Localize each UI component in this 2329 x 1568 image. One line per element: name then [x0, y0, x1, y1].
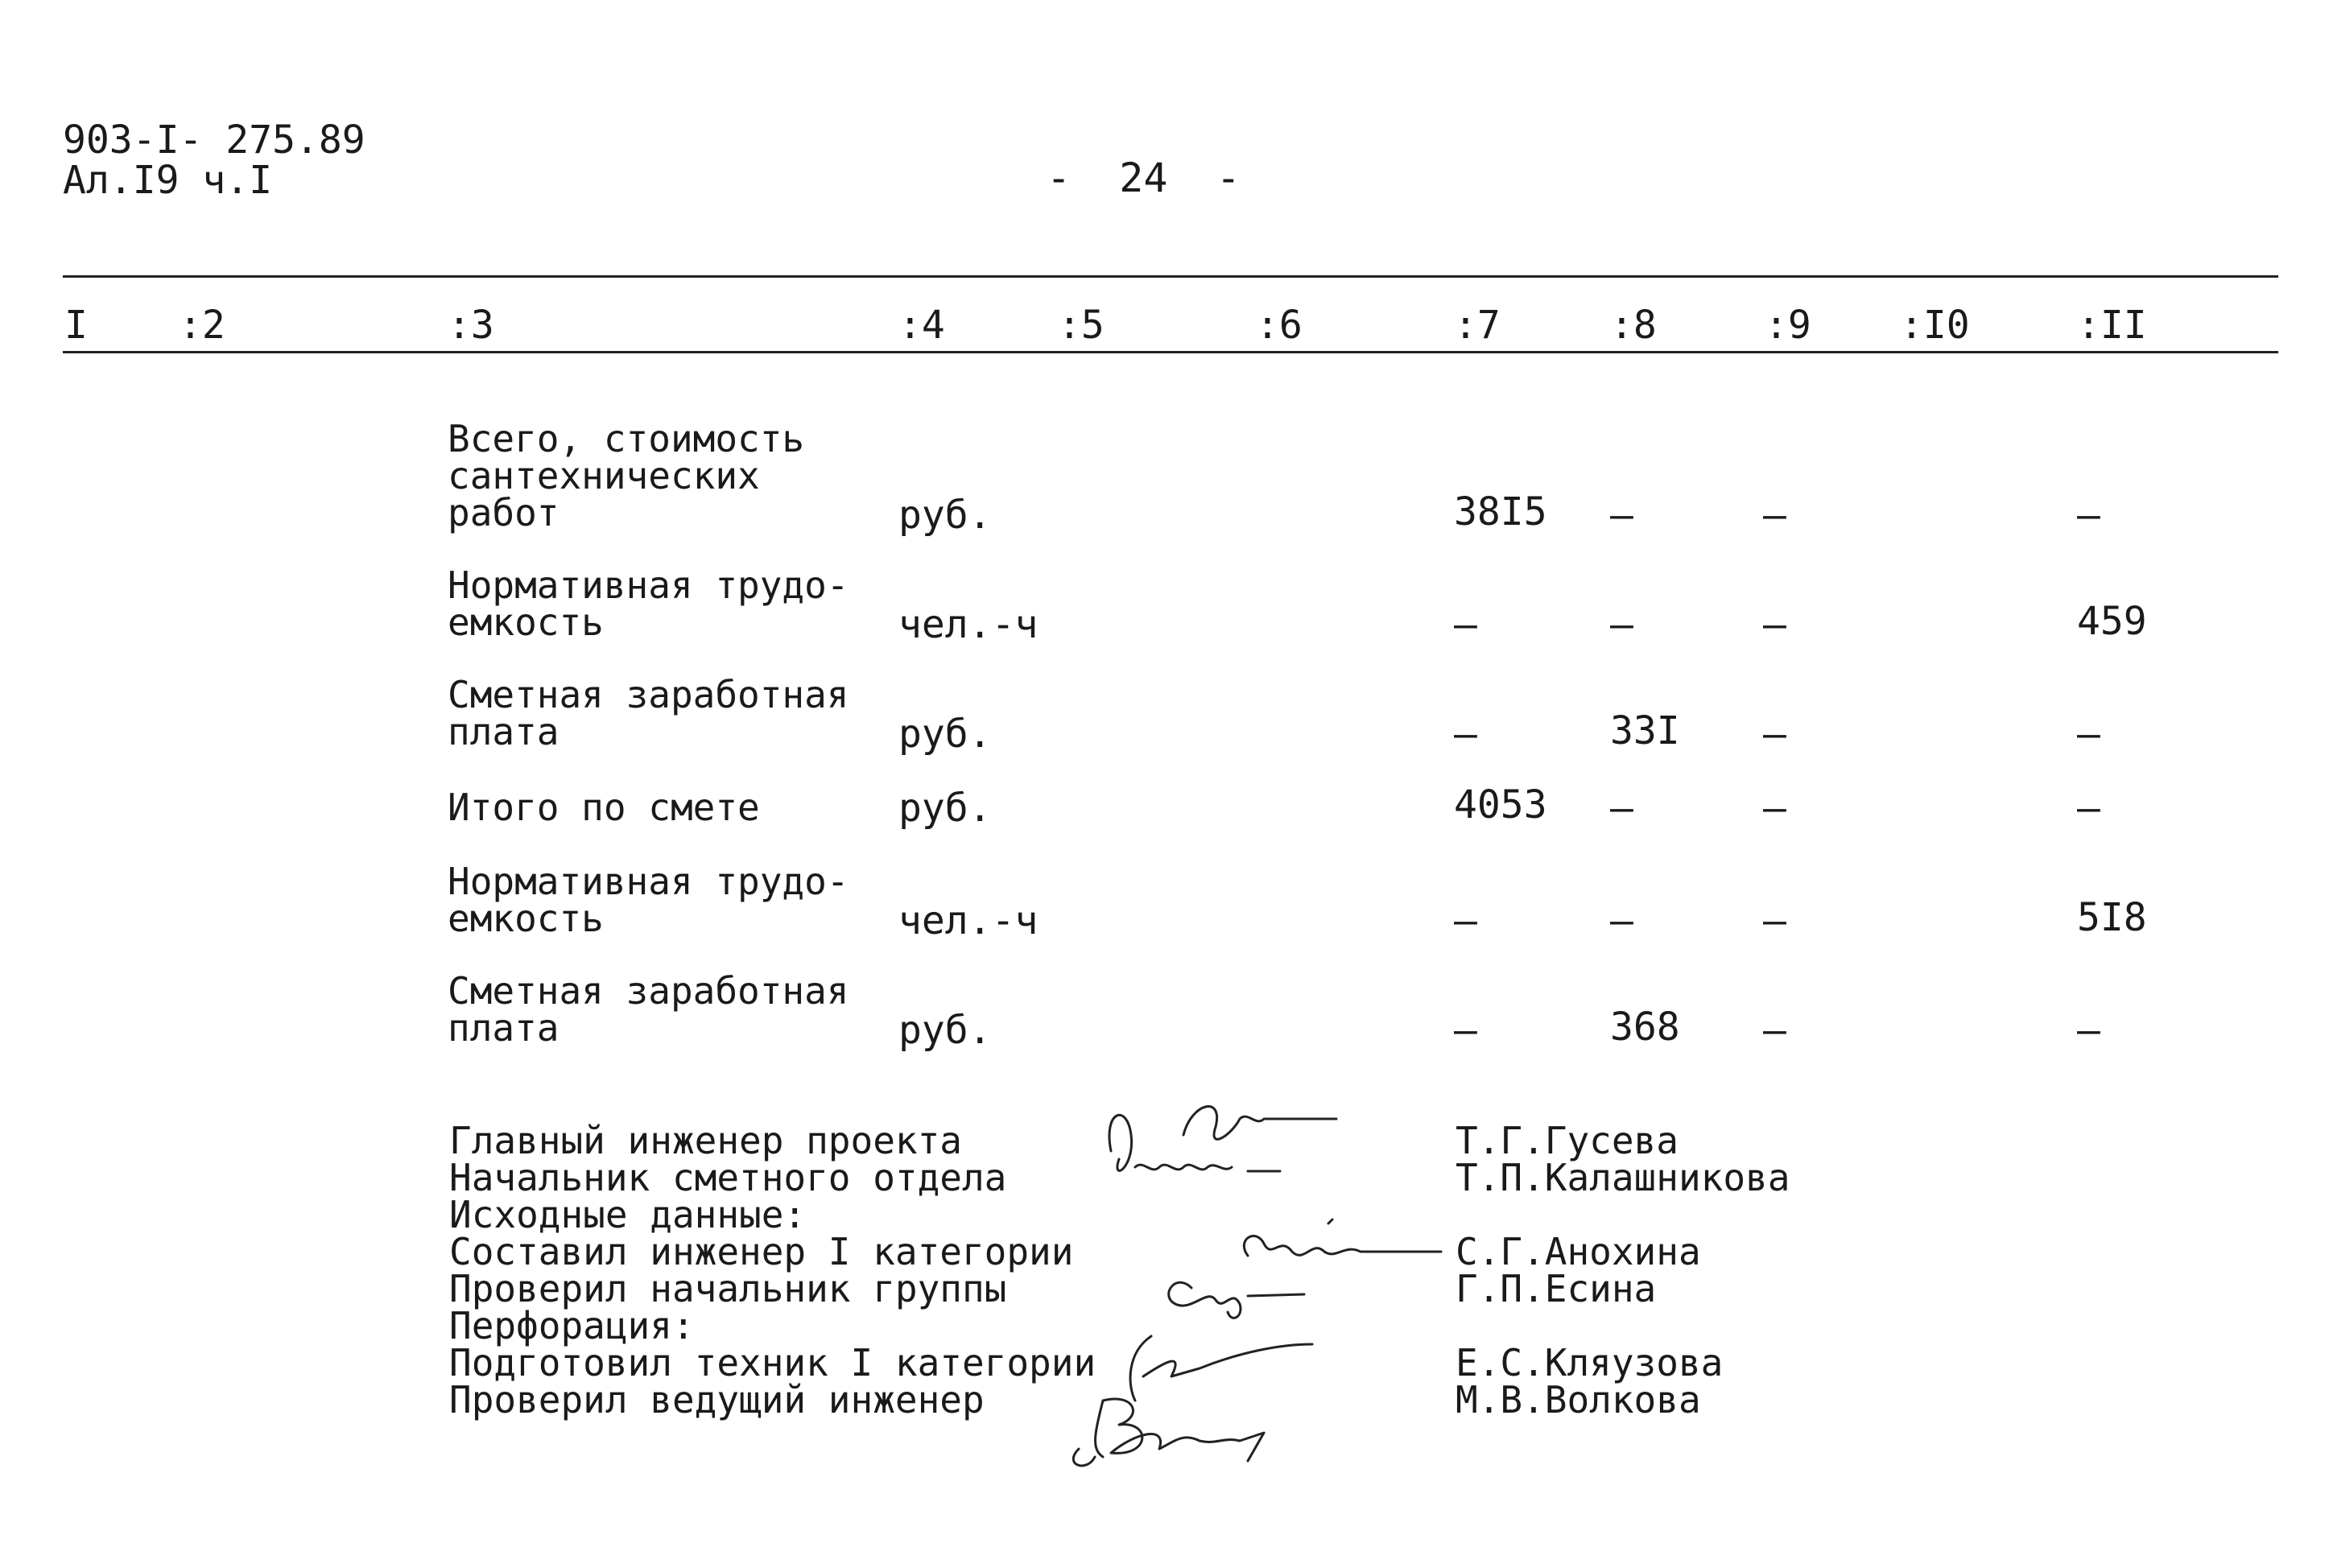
row-unit: руб. — [898, 493, 992, 538]
row-value-col7: – — [1454, 712, 1477, 757]
row-value-col11: – — [2077, 712, 2100, 757]
row-value-col11: – — [2077, 786, 2100, 831]
row-value-col8: – — [1610, 602, 1633, 647]
document-code: 903-I- 275.89 — [63, 118, 365, 163]
row-value-col9: – — [1763, 712, 1786, 757]
row-unit: руб. — [898, 712, 992, 757]
column-header-4: :4 — [898, 303, 945, 348]
signatory-role: Проверил начальник группы — [449, 1267, 1007, 1310]
signatory-name: С.Г.Анохина — [1456, 1230, 1701, 1273]
row-label: Итого по смете — [448, 786, 760, 829]
row-value-col8: 368 — [1610, 1005, 1680, 1050]
row-unit: руб. — [898, 786, 992, 831]
signatory-role: Проверил ведущий инженер — [449, 1378, 985, 1422]
page-number: - 24 - — [1047, 155, 1241, 201]
row-value-col8: – — [1610, 786, 1633, 831]
signatory-role: Главный инженер проекта — [449, 1119, 962, 1162]
row-value-col9: – — [1763, 786, 1786, 831]
row-value-col8: – — [1610, 493, 1633, 538]
row-value-col9: – — [1763, 1008, 1786, 1053]
row-label: Нормативная трудо- емкость — [448, 563, 849, 644]
section-label: Перфорация: — [449, 1304, 695, 1347]
row-unit: чел.-ч — [898, 602, 1039, 647]
row-value-col9: – — [1763, 602, 1786, 647]
column-header-2: :2 — [179, 303, 225, 348]
column-header-1: I — [64, 303, 88, 348]
row-label: Всего, стоимость сантехнических работ — [448, 417, 805, 534]
signatory-role: Составил инженер I категории — [449, 1230, 1074, 1273]
handwritten-signature — [1047, 1320, 1336, 1481]
handwritten-signature — [1095, 1087, 1369, 1199]
signatory-name: Е.С.Кляузова — [1456, 1341, 1724, 1384]
column-header-11: :II — [2077, 303, 2147, 348]
section-label: Исходные данные: — [449, 1193, 807, 1236]
row-unit: чел.-ч — [898, 898, 1039, 943]
row-value-col11: – — [2077, 1008, 2100, 1053]
signatory-role: Начальник сметного отдела — [449, 1156, 1007, 1199]
row-value-col11: – — [2077, 493, 2100, 538]
column-header-8: :8 — [1610, 303, 1657, 348]
row-value-col11: 5I8 — [2077, 895, 2147, 940]
row-value-col7: – — [1454, 1008, 1477, 1053]
column-header-3: :3 — [448, 303, 494, 348]
signatory-name: М.В.Волкова — [1456, 1378, 1701, 1422]
row-value-col7: 4053 — [1454, 782, 1547, 827]
table-header-rule — [63, 351, 2278, 353]
row-label: Сметная заработная плата — [448, 673, 849, 753]
row-unit: руб. — [898, 1008, 992, 1053]
row-value-col8: – — [1610, 898, 1633, 943]
signatory-name: Т.П.Калашникова — [1456, 1156, 1790, 1199]
signatory-role: Подготовил техник I категории — [449, 1341, 1096, 1384]
row-value-col8: 33I — [1610, 708, 1680, 753]
column-header-10: :I0 — [1900, 303, 1970, 348]
signatory-name: Г.П.Есина — [1456, 1267, 1657, 1310]
handwritten-signature — [1143, 1256, 1320, 1328]
row-value-col9: – — [1763, 493, 1786, 538]
row-value-col7: – — [1454, 898, 1477, 943]
row-value-col7: 38I5 — [1454, 489, 1547, 534]
row-value-col11: 459 — [2077, 599, 2147, 644]
row-label: Нормативная трудо- емкость — [448, 860, 849, 940]
column-header-6: :6 — [1256, 303, 1303, 348]
row-label: Сметная заработная плата — [448, 969, 849, 1050]
column-header-7: :7 — [1454, 303, 1501, 348]
signatory-name: Т.Г.Гусева — [1456, 1119, 1679, 1162]
table-top-rule — [63, 275, 2278, 278]
row-value-col9: – — [1763, 898, 1786, 943]
column-header-9: :9 — [1765, 303, 1811, 348]
column-header-5: :5 — [1058, 303, 1105, 348]
row-value-col7: – — [1454, 602, 1477, 647]
sheet-reference: Ал.I9 ч.I — [63, 158, 273, 203]
